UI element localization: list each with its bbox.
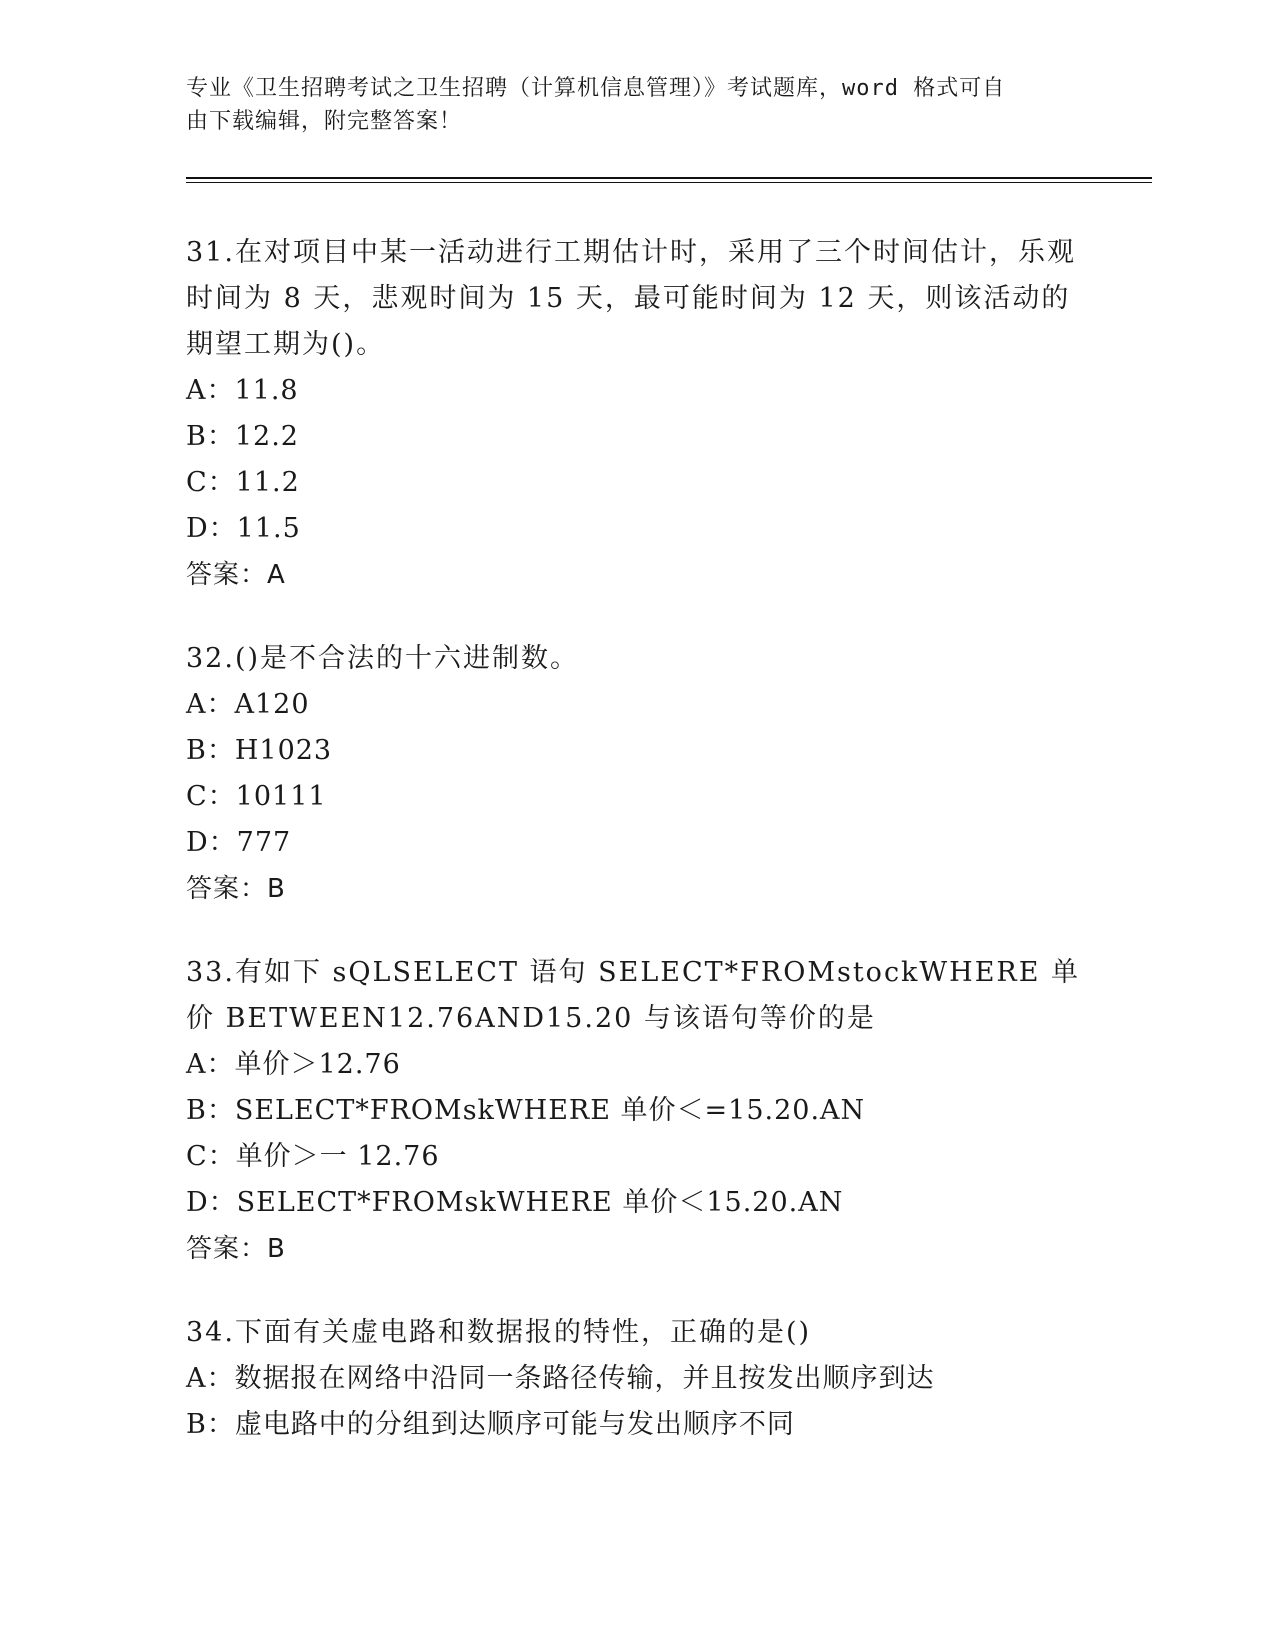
question-text: 31.在对项目中某一活动进行工期估计时，采用了三个时间估计，乐观时间为 8 天，悲观时间为 15 天，最可能时间为 12 天，则该活动的期望工期为()。 (186, 237, 1076, 360)
option-d: D：SELECT*FROMskWHERE 单价＜15.20.AN (186, 1187, 844, 1218)
question-33 (186, 950, 1086, 1272)
option-d: D：777 (186, 827, 292, 858)
question-list (186, 230, 1086, 1486)
option-b: B：H1023 (186, 735, 333, 766)
document-header (186, 72, 1086, 138)
header-divider-thin (186, 182, 1152, 183)
answer-line: 答案：B (186, 1234, 286, 1264)
option-a: A：A120 (186, 689, 310, 720)
option-b: B：SELECT*FROMskWHERE 单价＜=15.20.AN (186, 1095, 866, 1126)
option-c: C：10111 (186, 781, 327, 812)
question-text: 33.有如下 sQLSELECT 语句 SELECT*FROMstockWHERE 单价 BETWEEN12.76AND15.20 与该语句等价的是 (186, 957, 1081, 1034)
option-c: C：单价＞一 12.76 (186, 1141, 440, 1172)
question-text: 32.()是不合法的十六进制数。 (186, 643, 580, 674)
question-31 (186, 230, 1086, 598)
option-a: A：11.8 (186, 375, 299, 406)
option-a: A：数据报在网络中沿同一条路径传输，并且按发出顺序到达 (186, 1363, 935, 1394)
question-34 (186, 1310, 1086, 1448)
option-b: B：虚电路中的分组到达顺序可能与发出顺序不同 (186, 1409, 795, 1440)
option-c: C：11.2 (186, 467, 300, 498)
question-text: 34.下面有关虚电路和数据报的特性，正确的是() (186, 1317, 812, 1348)
answer-line: 答案：A (186, 560, 286, 590)
option-d: D：11.5 (186, 513, 301, 544)
option-a: A：单价＞12.76 (186, 1049, 401, 1080)
option-b: B：12.2 (186, 421, 299, 452)
header-line-1: 专业《卫生招聘考试之卫生招聘（计算机信息管理）》考试题库，word 格式可自 (186, 76, 1006, 101)
question-32 (186, 636, 1086, 912)
answer-line: 答案：B (186, 874, 286, 904)
header-line-2: 由下载编辑，附完整答案！ (186, 109, 463, 134)
header-divider-thick (186, 177, 1152, 179)
